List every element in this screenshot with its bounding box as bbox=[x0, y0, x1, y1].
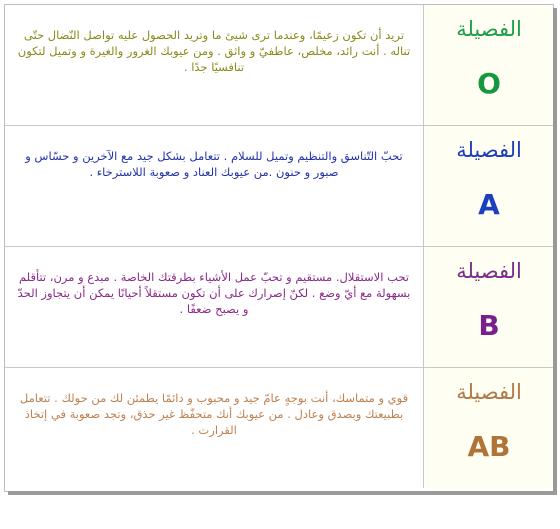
type-cell bbox=[425, 368, 553, 488]
type-letter: O bbox=[477, 67, 501, 100]
description-text: تحبّ التّناسق والتنظيم وتميل للسلام . تتعامل بشكل جيد مع الآخرين و حسّاس و صبور و حنون .من عيوبك العناد و صعوبة اللاسترخاء . bbox=[25, 149, 403, 179]
type-label: الفصيلة bbox=[456, 138, 522, 162]
row-type-ab bbox=[5, 368, 553, 488]
row-type-b bbox=[5, 247, 553, 368]
type-cell bbox=[425, 247, 553, 367]
type-cell bbox=[425, 126, 553, 246]
description-cell bbox=[5, 5, 424, 125]
description-text: قوي و متماسك، أنت بوجهٍ عامّ جيد و محبوب و دائمًا يطمئن لك من حولك . تتعامل بطبيعتك وبصدق وعادل . من عيوبك أنك متحفّظ غير حذق، وتجد صعوبة في إتخاذ القرارت . bbox=[19, 391, 409, 437]
frame-shadow-right bbox=[553, 8, 557, 492]
description-cell bbox=[5, 368, 424, 488]
description-text: تحب الاستقلال. مستقيم و تحبّ عمل الأشياء بطرقتك الخاصة . مبدع و مرن، تتأقلم بسهولة مع أيّ وضع . لكنّ إصرارك على أن تكون مستقلاً أحيانًا يمكن أن يتجاوز الحدّ و يصبح ضعفًا . bbox=[17, 270, 411, 316]
type-cell bbox=[425, 5, 553, 125]
type-letter: B bbox=[478, 309, 500, 342]
blood-type-table bbox=[4, 4, 554, 492]
description-cell bbox=[5, 247, 424, 367]
type-letter: AB bbox=[467, 430, 511, 463]
type-label: الفصيلة bbox=[456, 17, 522, 41]
description-cell bbox=[5, 126, 424, 246]
type-letter: A bbox=[478, 188, 500, 221]
row-type-a bbox=[5, 126, 553, 247]
row-type-o bbox=[5, 5, 553, 126]
description-text: تريد أن تكون زعيمًا، وعندما ترى شيئ ما وتريد الحصول عليه تواصل النّضال حتّى تناله . أنت رائد، مخلص، عاطفيّ و واثق . ومن عيوبك الغرور والغيرة و وتميل لتكون تنافسيًا جدًا . bbox=[17, 28, 411, 74]
frame-shadow-bottom bbox=[8, 491, 557, 495]
type-label: الفصيلة bbox=[456, 380, 522, 404]
type-label: الفصيلة bbox=[456, 259, 522, 283]
